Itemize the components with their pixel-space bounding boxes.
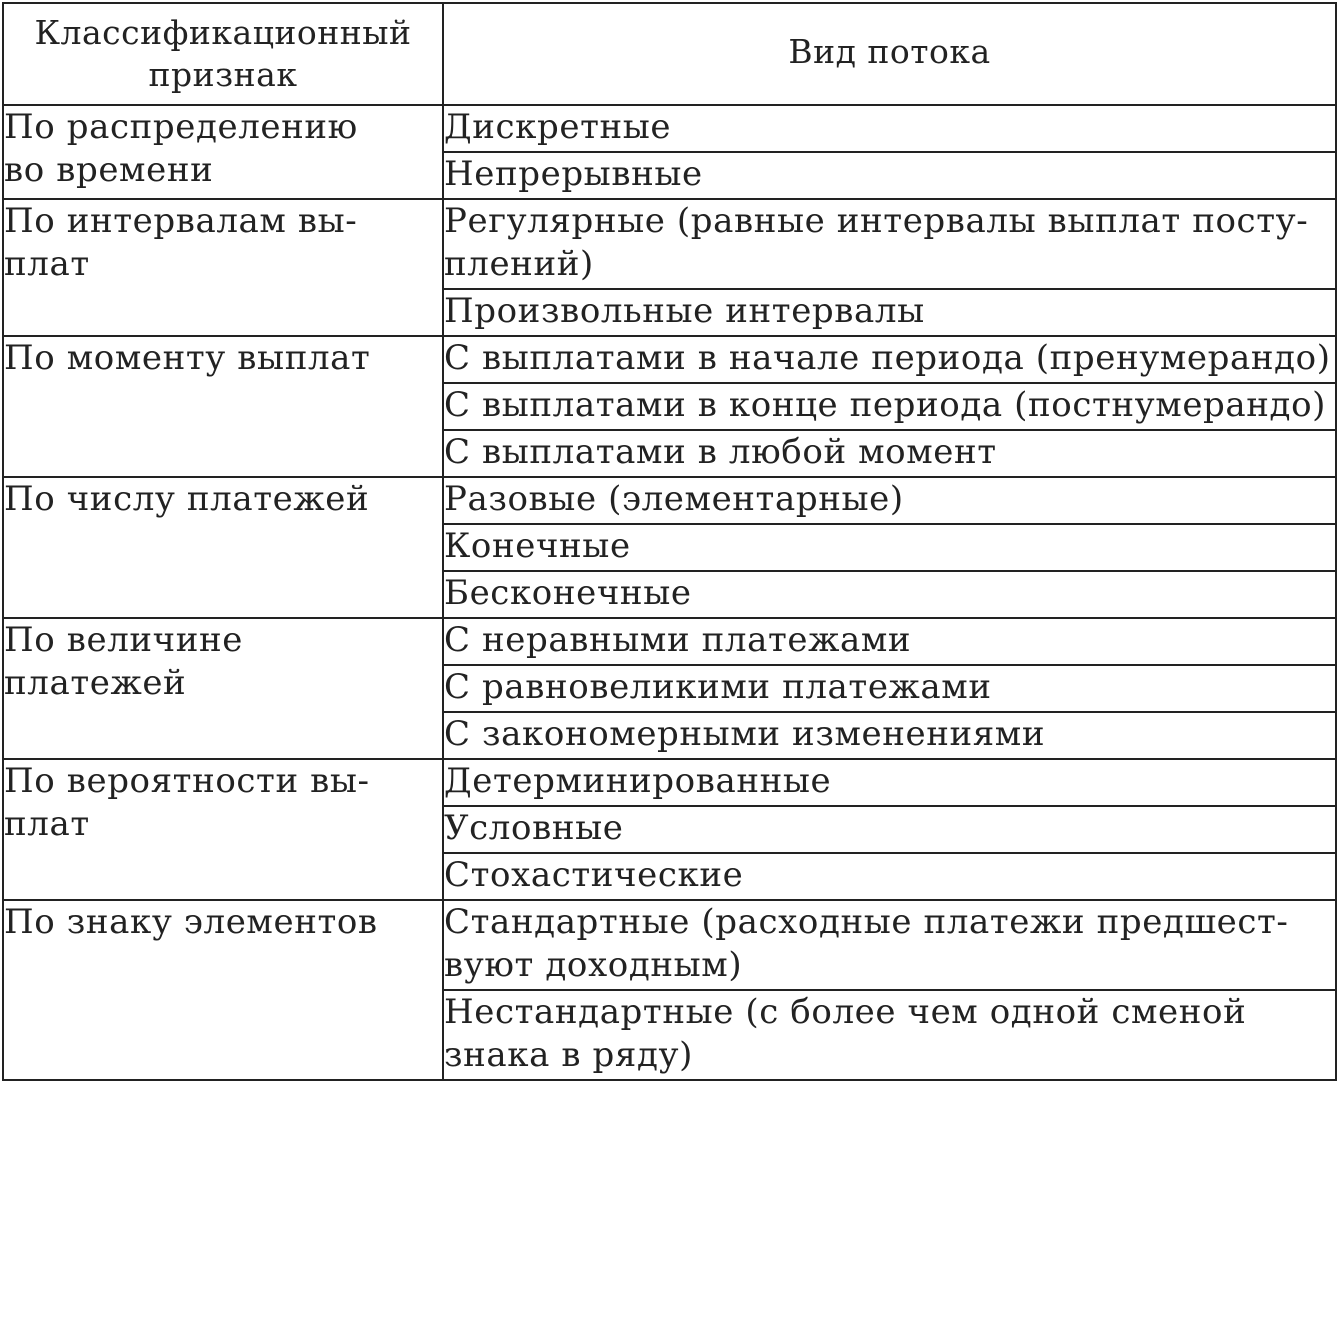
feature-text-line: По распределению — [4, 107, 358, 147]
flow-type-cell — [443, 152, 1336, 199]
table-row — [3, 477, 1336, 524]
feature-text-line: платежей — [4, 663, 187, 703]
flow-type-cell — [443, 105, 1336, 152]
table-body — [3, 105, 1336, 1080]
header-classification-feature: Классификационный признак — [3, 3, 443, 105]
table-row — [3, 105, 1336, 152]
feature-text-line: во времени — [4, 150, 214, 190]
flow-type-text-line: знака в ряду) — [444, 1035, 693, 1075]
table-row — [3, 336, 1336, 383]
table-row — [3, 618, 1336, 665]
feature-text-line: плат — [4, 804, 90, 844]
classification-feature-cell — [3, 759, 443, 900]
classification-table — [2, 2, 1337, 1081]
flow-type-cell — [443, 806, 1336, 853]
flow-type-text-line: вуют доходным) — [444, 945, 743, 985]
feature-text-line: По вероятности вы- — [4, 761, 370, 801]
flow-type-text-line: Регулярные (равные интервалы выплат посту- — [444, 201, 1309, 241]
classification-feature-cell — [3, 618, 443, 759]
flow-type-cell — [443, 430, 1336, 477]
flow-type-text-line: С закономерными изменениями — [444, 714, 1046, 754]
flow-type-cell — [443, 289, 1336, 336]
flow-type-cell — [443, 618, 1336, 665]
feature-text-line: плат — [4, 244, 90, 284]
flow-type-cell — [443, 336, 1336, 383]
table-row — [3, 759, 1336, 806]
flow-type-text-line: Детерминированные — [444, 761, 832, 801]
flow-type-cell — [443, 199, 1336, 289]
flow-type-cell — [443, 665, 1336, 712]
feature-text-line: По интервалам вы- — [4, 201, 358, 241]
flow-type-text-line: С выплатами в любой момент — [444, 432, 997, 472]
flow-type-cell — [443, 571, 1336, 618]
flow-type-text-line: Условные — [444, 808, 624, 848]
flow-type-text-line: Разовые (элементарные) — [444, 479, 904, 519]
flow-type-text-line: С неравными платежами — [444, 620, 912, 660]
flow-type-text-line: С равновеликими платежами — [444, 667, 992, 707]
classification-feature-cell — [3, 199, 443, 336]
flow-type-text-line: Конечные — [444, 526, 631, 566]
flow-type-text-line: Стандартные (расходные платежи предшест- — [444, 902, 1289, 942]
flow-type-text-line: С выплатами в конце периода (постнумерандо) — [444, 385, 1327, 425]
flow-type-text-line: Бесконечные — [444, 573, 692, 613]
classification-feature-cell — [3, 900, 443, 1080]
feature-text-line: По моменту выплат — [4, 338, 371, 378]
classification-feature-cell — [3, 477, 443, 618]
flow-type-cell — [443, 712, 1336, 759]
flow-type-text-line: Непрерывные — [444, 154, 703, 194]
classification-feature-cell — [3, 336, 443, 477]
flow-type-cell — [443, 990, 1336, 1080]
flow-type-text-line: Стохастические — [444, 855, 744, 895]
flow-type-cell — [443, 759, 1336, 806]
flow-type-text-line: С выплатами в начале периода (пренумерандо) — [444, 338, 1331, 378]
table-row — [3, 199, 1336, 289]
flow-type-text-line: Произвольные интервалы — [444, 291, 925, 331]
feature-text-line: По числу платежей — [4, 479, 370, 519]
classification-feature-cell — [3, 105, 443, 199]
flow-type-cell — [443, 524, 1336, 571]
header-flow-type: Вид потока — [443, 3, 1336, 105]
header-row — [3, 3, 1336, 105]
flow-type-cell — [443, 853, 1336, 900]
feature-text-line: По знаку элементов — [4, 902, 378, 942]
flow-type-cell — [443, 477, 1336, 524]
feature-text-line: По величине — [4, 620, 243, 660]
flow-type-cell — [443, 383, 1336, 430]
flow-type-text-line: Дискретные — [444, 107, 672, 147]
flow-type-text-line: плений) — [444, 244, 594, 284]
table-row — [3, 900, 1336, 990]
flow-type-cell — [443, 900, 1336, 990]
flow-type-text-line: Нестандартные (с более чем одной сменой — [444, 992, 1247, 1032]
